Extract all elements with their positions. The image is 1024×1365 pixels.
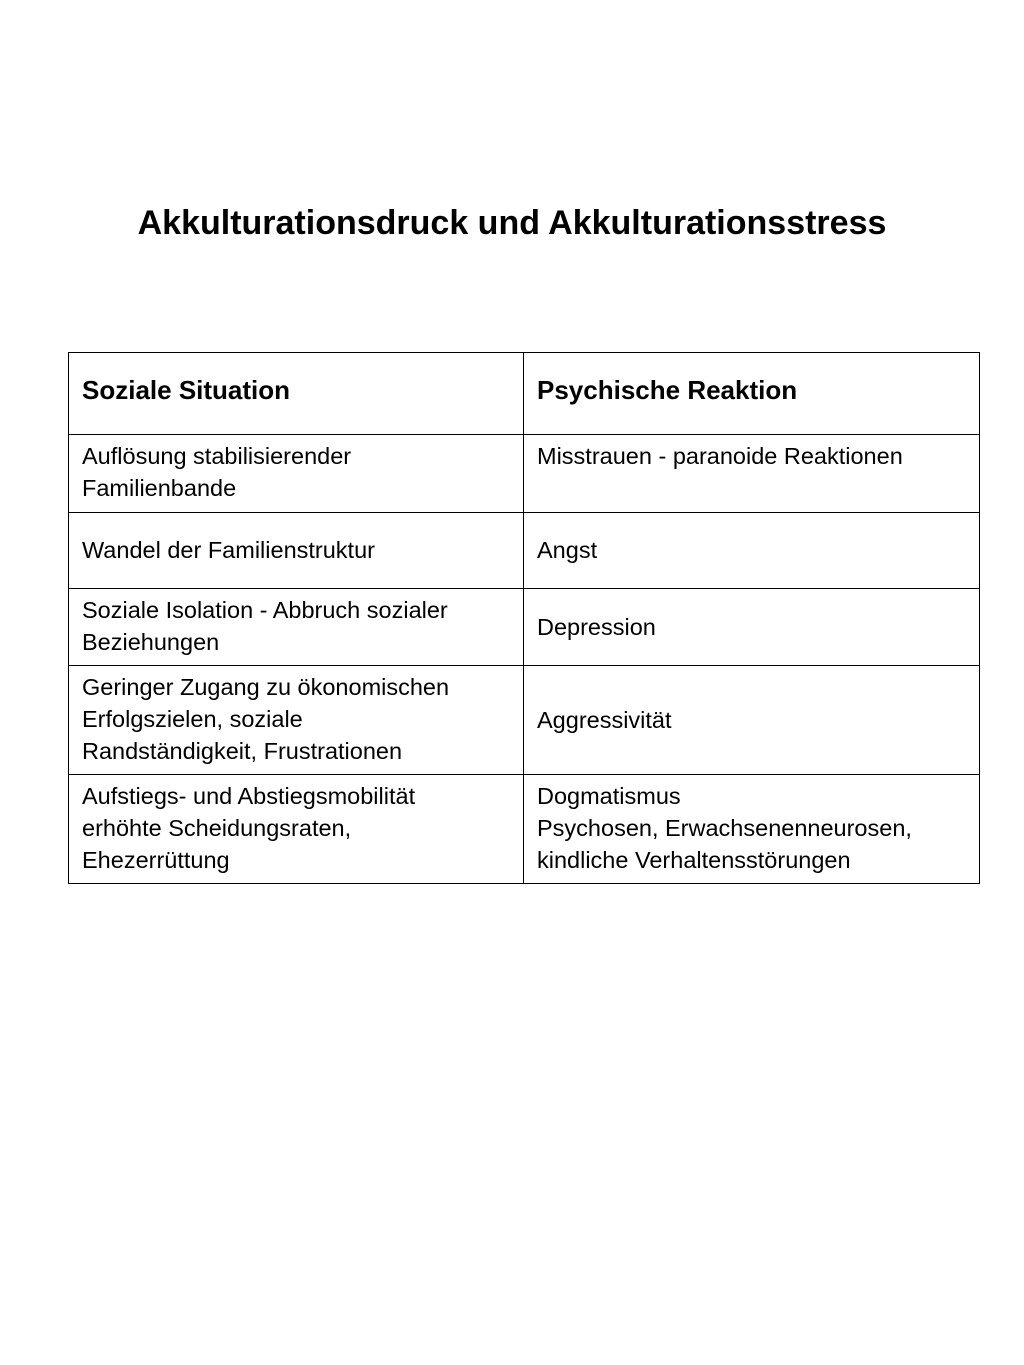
- cell-text: Ehezerrüttung: [82, 847, 230, 873]
- reaction-cell: [524, 775, 980, 884]
- reaction-cell: [524, 666, 980, 775]
- cell-text: Familienbande: [82, 475, 237, 501]
- table-row: [69, 513, 980, 589]
- situation-cell: [69, 513, 524, 589]
- reaction-cell: [524, 589, 980, 666]
- table-row: [69, 435, 980, 513]
- cell-text: Randständigkeit, Frustrationen: [82, 738, 403, 764]
- table-row: [69, 666, 980, 775]
- cell-text: Beziehungen: [82, 629, 220, 655]
- cell-text: Wandel der Familienstruktur: [82, 537, 375, 563]
- table-header-row: [69, 353, 980, 435]
- table-row: [69, 589, 980, 666]
- reaction-cell: [524, 513, 980, 589]
- cell-text: kindliche Verhaltensstörungen: [537, 847, 851, 873]
- cell-text: Erfolgszielen, soziale: [82, 706, 303, 732]
- cell-text: Geringer Zugang zu ökonomischen: [82, 674, 450, 700]
- cell-text: Dogmatismus: [537, 783, 681, 809]
- cell-text: Misstrauen - paranoide Reaktionen: [537, 443, 903, 469]
- situation-cell: [69, 589, 524, 666]
- cell-text: erhöhte Scheidungsraten,: [82, 815, 352, 841]
- column-header-reaction: Psychische Reaktion: [524, 353, 980, 435]
- column-header-situation: Soziale Situation: [69, 353, 524, 435]
- cell-text: Angst: [537, 537, 598, 563]
- situation-cell: [69, 435, 524, 513]
- cell-text: Psychosen, Erwachsenenneurosen,: [537, 815, 912, 841]
- table-row: [69, 775, 980, 884]
- cell-text: Auflösung stabilisierender: [82, 443, 352, 469]
- cell-text: Aufstiegs- und Abstiegsmobilität: [82, 783, 416, 809]
- acculturation-table: [68, 352, 980, 884]
- situation-cell: [69, 775, 524, 884]
- cell-text: Depression: [537, 613, 656, 640]
- reaction-cell: [524, 435, 980, 513]
- situation-cell: [69, 666, 524, 775]
- cell-text: Soziale Isolation - Abbruch sozialer: [82, 597, 448, 623]
- cell-text: Aggressivität: [537, 706, 672, 733]
- page-title: Akkulturationsdruck und Akkulturationsstress: [137, 204, 887, 242]
